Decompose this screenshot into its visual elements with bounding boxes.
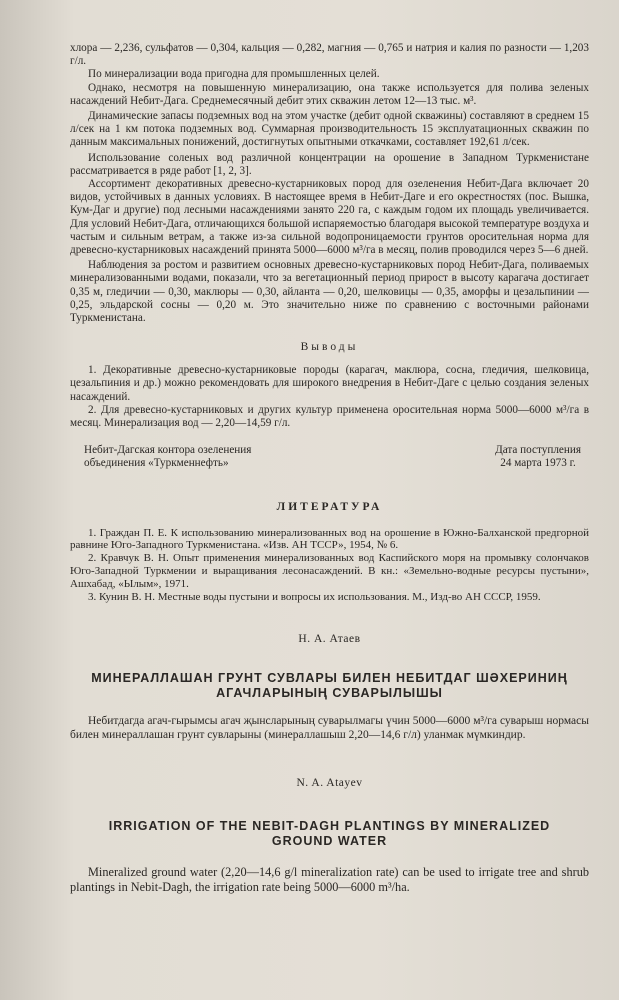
english-title	[70, 819, 589, 849]
received-date-value: 24 марта 1973 г.	[500, 457, 576, 470]
received-date-label: Дата поступления	[495, 444, 581, 457]
paragraph-irrigation-use: Однако, несмотря на повышенную минерализацию, она также используется для полива зеленых насаждений Небит-Дага. Среднемесячный дебит этих скважин летом 12—13 тыс. м³.	[70, 81, 589, 107]
turkmen-title-line: МИНЕРАЛЛАШАН ГРУНТ СУВЛАРЫ БИЛЕН НЕБИТДАГ ШӘХЕРИНИҢ	[91, 671, 568, 686]
reference-item: 1. Граждан П. Е. К использованию минерализованных вод на орошение в Южно-Балханской предгорной равнине Юго-Западного Туркменистана. «Изв. АН ТССР», 1954, № 6.	[70, 526, 589, 552]
conclusions-heading: Выводы	[300, 341, 359, 354]
conclusions-list	[70, 364, 589, 430]
paragraph-saline-water: Использование соленых вод различной концентрации на орошение в Западном Туркменистане рассматривается в ряде работ [1, 2, 3].	[70, 151, 589, 177]
turkmen-abstract: Небитдагда агач-гырымсы агач җынсларының суварылмагы үчин 5000—6000 м³/га суварыш нормасы билен минераллашан грунт сувларыны (минераллашыш 2,20—14,6 г/л) уланмак мүмкиндир.	[70, 715, 589, 742]
turkmen-title	[70, 671, 589, 701]
conclusion-item: 2. Для древесно-кустарниковых и других культур применена оросительная норма 5000—6000 м³/га в месяц. Минерализация вод — 2,20—14,59 г/л.	[70, 403, 589, 430]
paragraph-observations: Наблюдения за ростом и развитием основных древесно-кустарниковых пород Небит-Дага, поливаемых минерализованными водами, показали, что за вегетационный период прирост в высоту карагача достигает 0,35 м, гледичии — 0,30, маклюры — 0,30, айланта — 0,20, шелковицы — 0,35, аморфы и цезальпинии — 0,25, эльдарской сосны — 0,20 м. Это значительно ниже по сравнению с восточными районами Туркменистана.	[70, 259, 589, 325]
paragraph-assortment: Ассортимент декоративных древесно-кустарниковых пород для озеленения Небит-Дага включает 20 видов, устойчивых в данных условиях. В настоящее время в Небит-Даге и его окрестностях (пос. Вышка, Кум-Даг и другие) под лесными насаждениями занято 220 га, с каждым годом их площадь увеличивается. Для условий Небит-Дага, отличающихся большой испаряемостью благодаря высокой температуре воздуха и частым и сильным ветрам, а также из-за сильной водопроницаемости грунтов оросительная норма для древесно-кустарниковых насаждений принята 5000—6000 м³/га в месяц, полив проводился через 5—6 дней.	[70, 178, 589, 257]
turkmen-title-line: АГАЧЛАРЫНЫҢ СУВАРЫЛЫШЫ	[216, 686, 443, 701]
signature-block	[70, 444, 589, 470]
english-title-line: GROUND WATER	[271, 834, 388, 849]
reference-item: 3. Кунин В. Н. Местные воды пустыни и вопросы их использования. М., Изд-во АН СССР, 1959.	[88, 590, 541, 603]
received-date	[495, 444, 589, 470]
organization-affiliation	[70, 444, 251, 470]
english-abstract: Mineralized ground water (2,20—14,6 g/l mineralization rate) can be used to irrigate tree and shrub plantings in Nebit-Dagh, the irrigation rate being 5000—6000 m³/ha.	[70, 865, 589, 895]
paragraph-industrial-use: По минерализации вода пригодна для промышленных целей.	[88, 68, 380, 81]
organization-line: Небит-Дагская контора озеленения	[84, 444, 252, 457]
conclusion-item: 1. Декоративные древесно-кустарниковые породы (карагач, маклюра, сосна, гледичия, шелковица, цезальпиния и др.) можно рекомендовать для широкого внедрения в Небит-Даге с целью создания зеленых насаждений.	[70, 364, 589, 403]
literature-heading: ЛИТЕРАТУРА	[276, 500, 383, 513]
reference-item: 2. Кравчук В. Н. Опыт применения минерализованных вод Каспийского моря на промывку солончаков Юго-Западной Туркмении и выращивания лесонасаждений. В кн.: «Земельно-водные ресурсы пустыни», Ашхабад, «Ылым», 1971.	[70, 552, 589, 590]
turkmen-author: Н. А. Атаев	[298, 633, 361, 646]
organization-line: объединения «Туркменнефть»	[84, 457, 229, 470]
literature-list	[70, 527, 589, 604]
english-title-line: IRRIGATION OF THE NEBIT-DAGH PLANTINGS BY MINERALIZED	[108, 819, 551, 834]
paragraph-dynamic-reserves: Динамические запасы подземных вод на этом участке (дебит одной скважины) составляют в среднем 15 л/сек на 1 км потока подземных вод. Суммарная производительность 15 эксплуатационных скважин по данным максимальных понижений, достигнутых опытными откачками, составляет 192,61 л/сек.	[70, 110, 589, 149]
paragraph-ion-composition: хлора — 2,236, сульфатов — 0,304, кальция — 0,282, магния — 0,765 и натрия и калия по разности — 1,203 г/л.	[70, 42, 589, 68]
english-author: N. A. Atayev	[296, 777, 363, 790]
